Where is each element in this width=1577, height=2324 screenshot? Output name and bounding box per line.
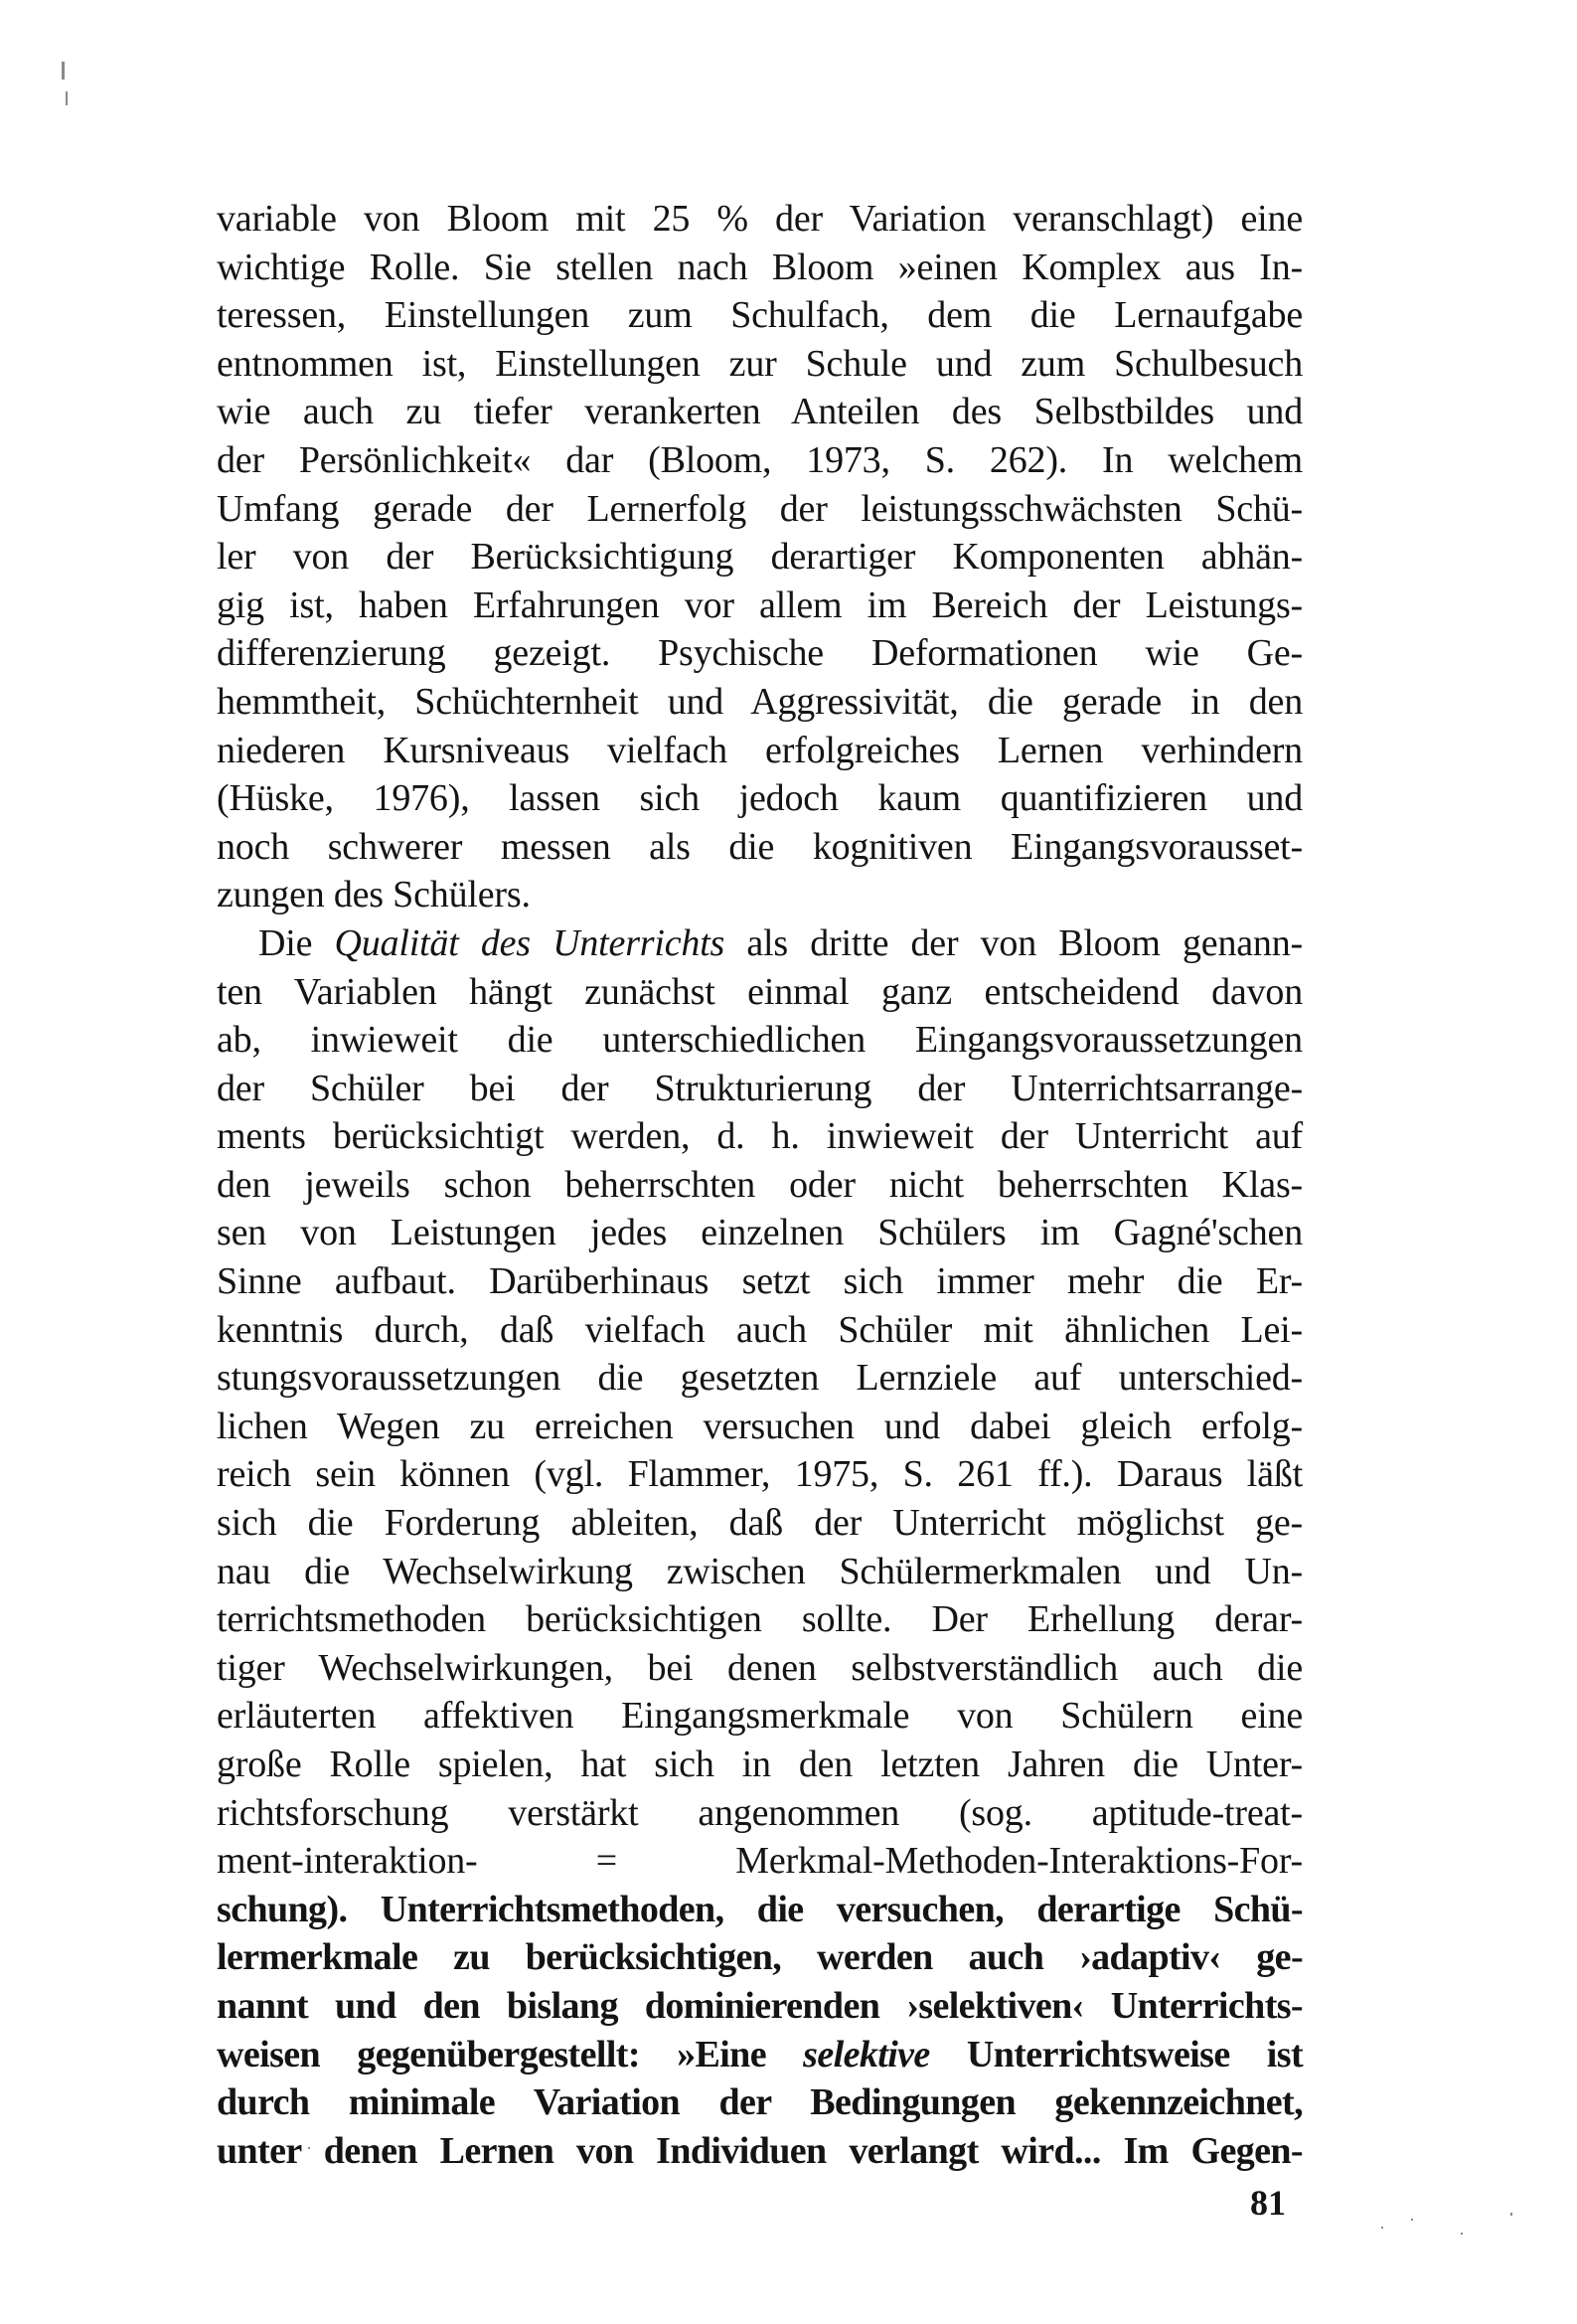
text-line: der Persönlichkeit« dar (Bloom, 1973, S. 262). In welchem [217,438,1303,481]
text-line: schung). Unterrichtsmethoden, die versuchen, derartige Schü- [217,1888,1303,1930]
text-line: der Schüler bei der Strukturierung der Unterrichtsarrange- [217,1067,1303,1109]
text-line: teressen, Einstellungen zum Schulfach, dem die Lernaufgabe [217,294,1303,337]
text-line: hemmtheit, Schüchternheit und Aggressivität, die gerade in den [217,680,1303,723]
text-line: lichen Wegen zu erreichen versuchen und dabei gleich erfolg- [217,1405,1303,1447]
text-line: ment-interaktion- = Merkmal-Methoden-Interaktions-For- [217,1840,1303,1883]
text-line: ab, inwieweit die unterschiedlichen Eingangsvoraussetzungen [217,1019,1303,1062]
page-number: 81 [1250,2183,1286,2223]
scan-speck [1461,2233,1463,2235]
scan-speck [62,62,65,80]
scan-speck [66,91,68,105]
italic-phrase: Qualität des Unterrichts [334,921,725,964]
text-run: Die [258,921,335,964]
text-line: differenzierung gezeigt. Psychische Deformationen wie Ge- [217,632,1303,675]
text-line: noch schwerer messen als die kognitiven Eingangsvorausset- [217,825,1303,868]
text-line: wichtige Rolle. Sie stellen nach Bloom »einen Komplex aus In- [217,246,1303,288]
text-line: lermerkmale zu berücksichtigen, werden auch ›adaptiv‹ ge- [217,1936,1303,1979]
paragraph-start-line [217,919,1303,968]
text-line: den jeweils schon beherrschten oder nicht beherrschten Klas- [217,1163,1303,1206]
text-line: wie auch zu tiefer verankerten Anteilen des Selbstbildes und [217,391,1303,433]
scan-speck [1411,2219,1413,2221]
text-line: variable von Bloom mit 25 % der Variation veranschlagt) eine [217,198,1303,240]
text-line: kenntnis durch, daß vielfach auch Schüler mit ähnlichen Lei- [217,1308,1303,1351]
text-line: tiger Wechselwirkungen, bei denen selbstverständlich auch die [217,1646,1303,1689]
text-line: gig ist, haben Erfahrungen vor allem im Bereich der Leistungs- [217,583,1303,626]
text-run: weisen gegenübergestellt: »Eine [217,2033,804,2075]
text-line: nau die Wechselwirkung zwischen Schülermerkmalen und Un- [217,1550,1303,1592]
text-line: sich die Forderung ableiten, daß der Unterricht möglichst ge- [217,1502,1303,1545]
text-line: terrichtsmethoden berücksichtigen sollte. Der Erhellung derar- [217,1598,1303,1641]
text-line: durch minimale Variation der Bedingungen gekennzeichnet, [217,2081,1303,2124]
text-line: ler von der Berücksichtigung derartiger Komponenten abhän- [217,536,1303,579]
text-run: als dritte der von Bloom genann- [724,921,1303,964]
text-line: unter denen Lernen von Individuen verlangt wird... Im Gegen- [217,2129,1303,2172]
scan-speck [1510,2213,1512,2216]
italic-phrase: selektive [803,2033,930,2075]
text-line: (Hüske, 1976), lassen sich jedoch kaum quantifizieren und [217,777,1303,820]
text-line: Umfang gerade der Lernerfolg der leistungsschwächsten Schü- [217,487,1303,530]
text-line [217,2031,1303,2079]
text-line: ments berücksichtigt werden, d. h. inwieweit der Unterricht auf [217,1115,1303,1158]
text-line: Sinne aufbaut. Darüberhinaus setzt sich immer mehr die Er- [217,1260,1303,1303]
text-line: erläuterten affektiven Eingangsmerkmale von Schülern eine [217,1695,1303,1738]
text-line: reich sein können (vgl. Flammer, 1975, S. 261 ff.). Daraus läßt [217,1453,1303,1496]
text-line: stungsvoraussetzungen die gesetzten Lernziele auf unterschied- [217,1357,1303,1400]
text-line: sen von Leistungen jedes einzelnen Schülers im Gagné'schen [217,1212,1303,1254]
text-line: niederen Kursniveaus vielfach erfolgreiches Lernen verhindern [217,729,1303,771]
text-line: richtsforschung verstärkt angenommen (sog. aptitude-treat- [217,1791,1303,1834]
body-text [217,195,1303,2175]
scan-speck [1381,2227,1383,2229]
text-line: nannt und den bislang dominierenden ›selektiven‹ Unterrichts- [217,1984,1303,2027]
text-run: Unterrichtsweise ist [929,2033,1304,2075]
text-line: entnommen ist, Einstellungen zur Schule und zum Schulbesuch [217,342,1303,385]
text-line: ten Variablen hängt zunächst einmal ganz entscheidend davon [217,970,1303,1013]
text-line: große Rolle spielen, hat sich in den letzten Jahren die Unter- [217,1743,1303,1785]
paragraph-end-line: zungen des Schülers. [217,874,531,916]
